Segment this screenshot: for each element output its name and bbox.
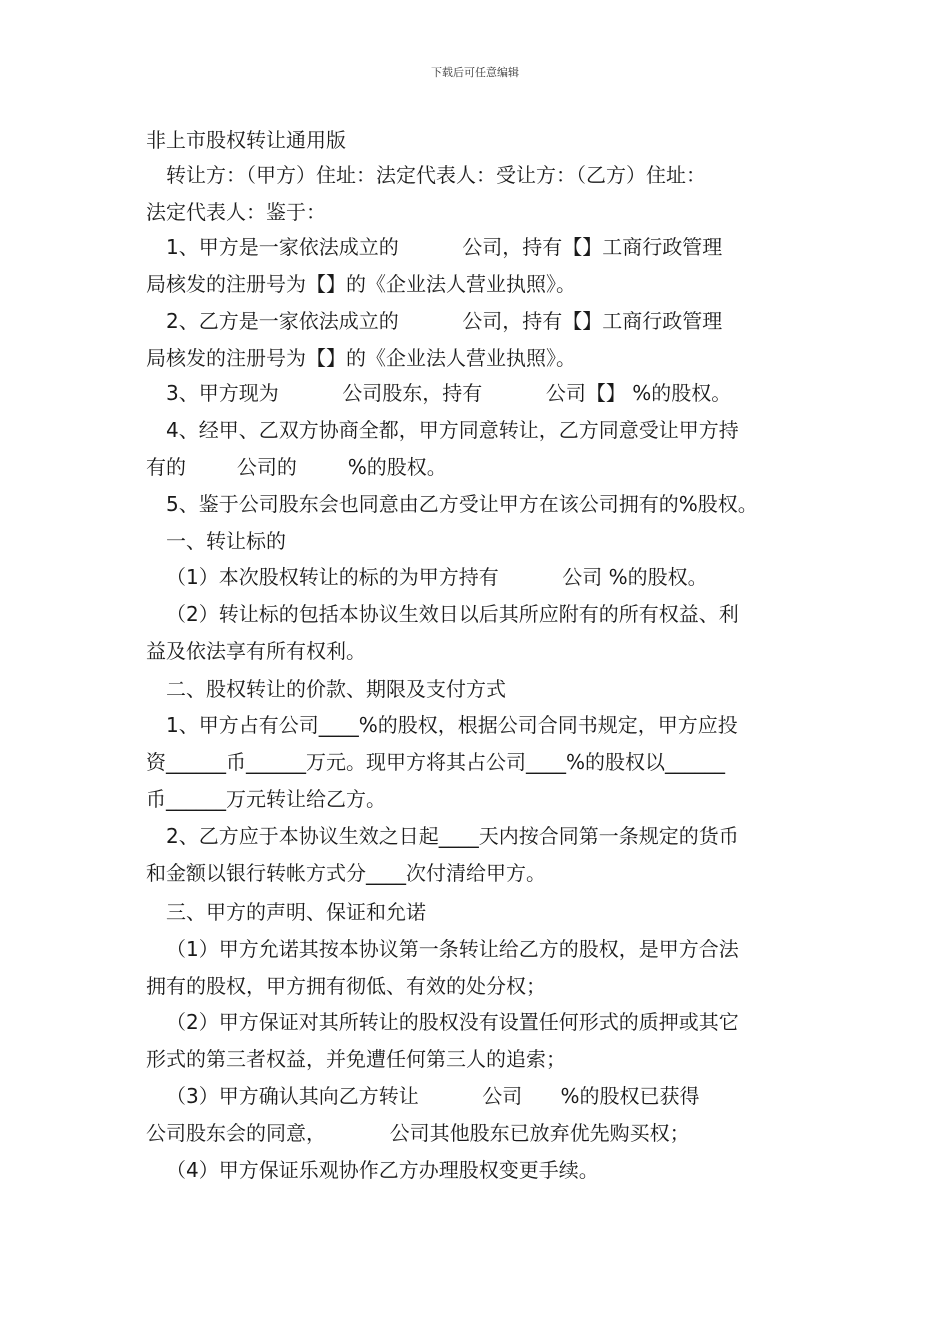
paragraph-line: 形式的第三者权益，并免遭任何第三人的追索；	[146, 1047, 566, 1071]
paragraph-line: 资______币______万元。现甲方将其占公司____%的股权以______	[146, 750, 726, 774]
section-heading: 二、股权转让的价款、期限及支付方式	[166, 677, 506, 701]
paragraph-line: 法定代表人：鉴于：	[146, 200, 326, 224]
paragraph-line: 转让方：（甲方）住址：法定代表人：受让方：（乙方）住址：	[166, 163, 706, 187]
paragraph-line: 拥有的股权，甲方拥有彻低、有效的处分权；	[146, 974, 546, 998]
paragraph-line: 2、乙方是一家依法成立的 公司，持有【】工商行政管理	[166, 309, 723, 333]
paragraph-line: 局核发的注册号为【】的《企业法人营业执照》。	[146, 272, 576, 296]
section-heading: 一、转让标的	[166, 529, 286, 553]
paragraph-line: 和金额以银行转帐方式分____次付清给甲方。	[146, 861, 546, 885]
paragraph-line: 1、甲方是一家依法成立的 公司，持有【】工商行政管理	[166, 235, 723, 259]
document-title: 非上市股权转让通用版	[146, 128, 346, 152]
section-heading: 三、甲方的声明、保证和允诺	[166, 900, 426, 924]
paragraph-line: 5、鉴于公司股东会也同意由乙方受让甲方在该公司拥有的%股权。	[166, 492, 758, 516]
paragraph-line: 1、甲方占有公司____%的股权，根据公司合同书规定，甲方应投	[166, 713, 738, 737]
paragraph-line: （2）转让标的包括本协议生效日以后其所应附有的所有权益、利	[166, 602, 739, 626]
paragraph-line: （2）甲方保证对其所转让的股权没有设置任何形式的质押或其它	[166, 1010, 739, 1034]
paragraph-line: （4）甲方保证乐观协作乙方办理股权变更手续。	[166, 1158, 599, 1182]
paragraph-line: 局核发的注册号为【】的《企业法人营业执照》。	[146, 346, 576, 370]
paragraph-line: （1）甲方允诺其按本协议第一条转让给乙方的股权，是甲方合法	[166, 937, 739, 961]
paragraph-line: （1）本次股权转让的标的为甲方持有 公司 %的股权。	[166, 565, 708, 589]
paragraph-line: 益及依法享有所有权利。	[146, 639, 366, 663]
paragraph-line: 公司股东会的同意， 公司其他股东已放弃优先购买权；	[146, 1121, 690, 1145]
page-header: 下载后可任意编辑	[431, 66, 519, 79]
paragraph-line: （3）甲方确认其向乙方转让 公司 %的股权已获得	[166, 1084, 700, 1108]
paragraph-line: 4、经甲、乙双方协商全都，甲方同意转让，乙方同意受让甲方持	[166, 418, 739, 442]
paragraph-line: 3、甲方现为 公司股东，持有 公司【】 %的股权。	[166, 381, 732, 405]
paragraph-line: 有的 公司的 %的股权。	[146, 455, 447, 479]
paragraph-line: 2、乙方应于本协议生效之日起____天内按合同第一条规定的货币	[166, 824, 739, 848]
paragraph-line: 币______万元转让给乙方。	[146, 787, 386, 811]
